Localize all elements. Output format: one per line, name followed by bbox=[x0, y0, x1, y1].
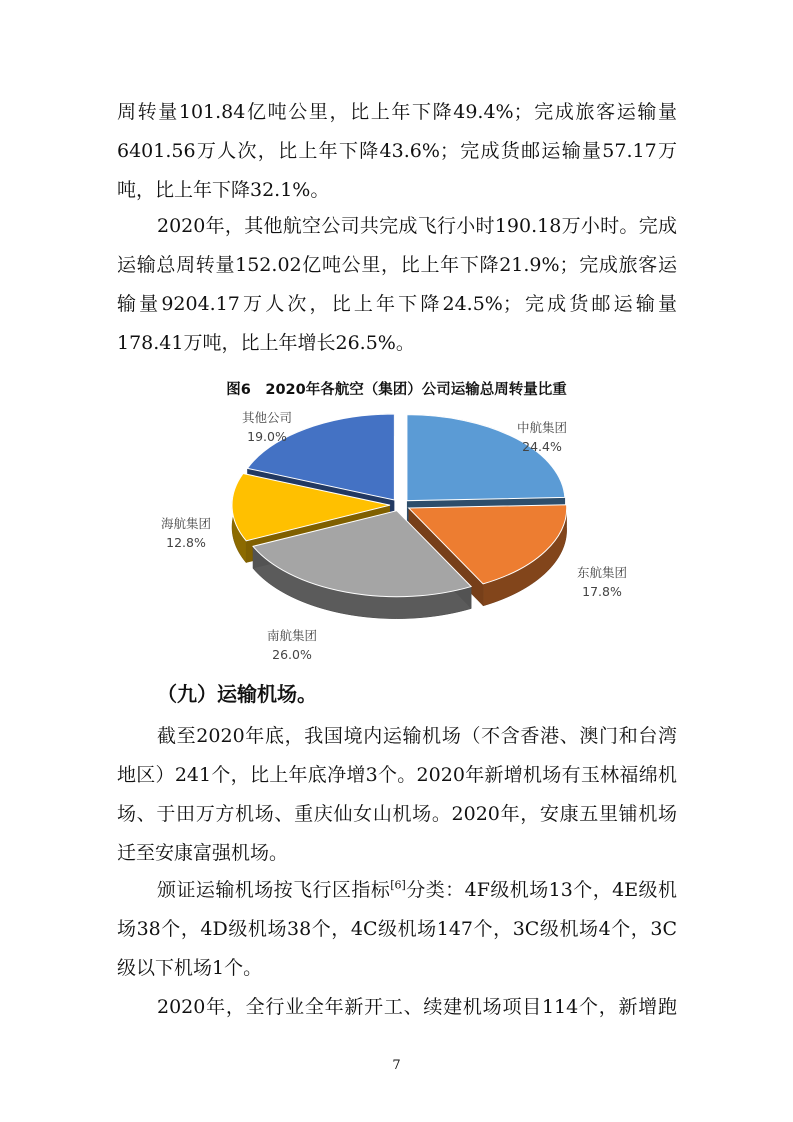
page-number: 7 bbox=[392, 1058, 401, 1073]
figure-title: 图6 2020年各航空（集团）公司运输总周转量比重 bbox=[226, 382, 567, 398]
paragraph-other-airlines: 2020年，其他航空公司共完成飞行小时190.18万小时。完成运输总周转量152.02亿吨公里，比上年下降21.9%；完成旅客运输量9204.17万人次，比上年下降24.5%；完成货邮运输量178.41万吨，比上年增长26.5%。 bbox=[117, 215, 677, 354]
slice-percent-1: 24.4% bbox=[522, 439, 562, 454]
slice-label-3: 南航集团 bbox=[266, 628, 318, 643]
paragraph-major-airlines-end: 周转量101.84亿吨公里，比上年下降49.4%；完成旅客运输量6401.56万人次，比上年下降43.6%；完成货邮运输量57.17万吨，比上年下降32.1%。 bbox=[117, 101, 677, 201]
footnote-reference[interactable]: [6] bbox=[390, 878, 406, 892]
slice-label-2: 东航集团 bbox=[576, 565, 628, 580]
section-heading: （九）运输机场。 bbox=[157, 682, 317, 706]
paragraph-construction-projects: 2020年，全行业全年新开工、续建机场项目114个，新增跑 bbox=[157, 996, 677, 1018]
classification-text-rest: 分类：4F级机场13个，4E级机场38个，4D级机场38个，4C级机场147个，3C级机场4个，3C级以下机场1个。 bbox=[117, 879, 677, 979]
slice-label-1: 中航集团 bbox=[516, 420, 568, 435]
slice-label-4: 海航集团 bbox=[160, 516, 212, 531]
slice-percent-4: 12.8% bbox=[166, 535, 206, 550]
slice-label-5: 其他公司 bbox=[241, 410, 293, 425]
slice-percent-2: 17.8% bbox=[582, 584, 622, 599]
slice-percent-3: 26.0% bbox=[272, 647, 312, 662]
paragraph-airport-classification bbox=[117, 871, 677, 988]
slice-percent-5: 19.0% bbox=[247, 429, 287, 444]
pie-chart bbox=[140, 405, 660, 680]
paragraph-airports: 截至2020年底，我国境内运输机场（不含香港、澳门和台湾地区）241个，比上年底净增3个。2020年新增机场有玉林福绵机场、于田万方机场、重庆仙女山机场。2020年，安康五里铺机场迁至安康富强机场。 bbox=[117, 725, 677, 864]
classification-text-start: 颁证运输机场按飞行区指标 bbox=[157, 879, 391, 901]
